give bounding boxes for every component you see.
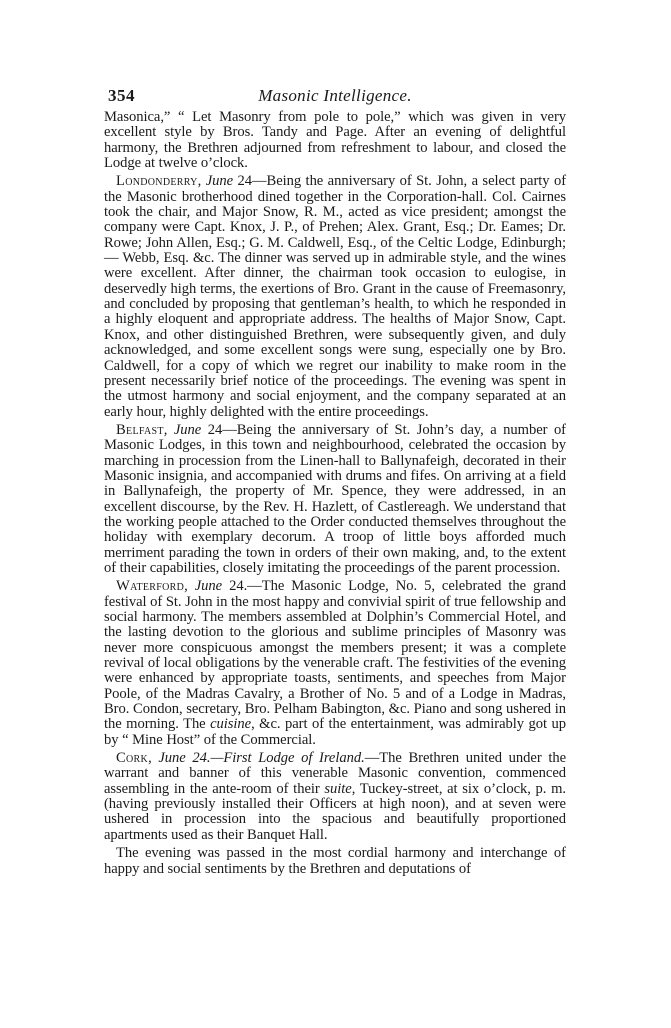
italic-text: June 24.—First Lodge of Ireland. [158,750,365,767]
text-run: 24—Being the anniversary of St. John’s day, a number of Masonic Lodges, in this town and neighbourhood, celebrated the occasion by marching in procession from the Linen-hall to Ballynafeigh, decorated in their Masonic insignia, and accompanied with drums and fifes. On arriving at a field in Ballynafeigh, the property of Mr. Spence, they were addressed, in an excellent discourse, by the Rev. H. Hazlett, of Castlereagh. We understand that the working people attached to the Order conducted themselves throughout the holiday with exemplary decorum. A troop of little boys afforded much merriment parading the town in orders of their own making, and, to the extent of their capabilities, closely imitating the proceedings of the parent procession. [104,421,566,576]
text-run: , [197,173,206,190]
page-number: 354 [108,86,135,105]
place-heading: Belfast [116,421,164,438]
text-run: 24—Being the anniversary of St. John, a select party of the Masonic brotherhood dined together in the Corporation-hall. Col. Cairnes took the chair, and Major Snow, R. M., acted as vice president; amongst the company were Capt. Knox, J. P., of Prehen; Alex. Grant, Esq.; Dr. Eames; Dr. Rowe; John Allen, Esq.; G. M. Caldwell, Esq., of the Celtic Lodge, Edinburgh; — Webb, Esq. &c. The dinner was served up in admirable style, and the wines were excellent. After dinner, the chairman took occasion to eulogise, in deservedly high terms, the exertions of Bro. Grant in the cause of Freemasonry, and concluded by proposing that gentleman’s health, to which he responded in a highly eloquent and appropriate address. The healths of Major Snow, Capt. Knox, and other distinguished Brethren, were subsequently given, and duly acknowledged, and some excellent songs were sung, especially one by Bro. Caldwell, for a copy of which we regret our inability to make room in the present necessarily brief notice of the proceedings. The evening was spent in the utmost harmony and social enjoyment, and the company separated at an early hour, highly delighted with the entire proceedings. [104,173,566,420]
place-heading: Londonderry [116,173,198,190]
paragraph [104,423,566,576]
italic-text: cuisine [210,716,252,733]
text-run: 24.—The Masonic Lodge, No. 5, celebrated the grand festival of St. John in the most happy and convivial spirit of true fellowship and social harmony. The members assembled at Dolphin’s Commercial Hotel, and the lasting devotion to the glorious and sublime principles of Masonry was never more conspicuous amongst the members present; it was a complete revival of local obligations by the venerable craft. The festivities of the evening were enhanced by appropriate toasts, sentiments, and speeches from Major Poole, of the Madras Cavalry, a Brother of No. 5 and of a Lodge in Madras, Bro. Condon, secretary, Bro. Pelham Babington, &c. Piano and song ushered in the morning. The [104,578,566,733]
place-heading: Cork [116,750,149,767]
text-run: The evening was passed in the most cordial harmony and interchange of happy and social sentiments by the Brethren and deputations of [104,845,566,877]
text-run: , &c. part of the entertainment, was admirably got up by “ Mine Host” of the Commercial. [104,716,566,748]
paragraph [104,110,566,171]
article-body [104,110,566,877]
italic-text: June [194,578,223,595]
italic-text: suite [324,780,352,797]
text-run: —The Brethren united under the warrant and banner of this venerable Masonic convention, commenced assembling in the ante-room of their [104,750,566,797]
paragraph [104,174,566,420]
document-page [104,84,566,880]
text-run: , Tuckey-street, at six o’clock, p. m. (having previously installed their Officers at high noon), and at seven were ushered in procession into the spacious and beautifully proportioned apartments used as their Banquet Hall. [104,780,566,843]
text-run: Masonica,” “ Let Masonry from pole to pole,” which was given in very excellent style by Bros. Tandy and Page. After an evening of delightful harmony, the Brethren adjourned from refreshment to labour, and closed the Lodge at twelve o’clock. [104,109,566,172]
text-run: , [148,750,159,767]
italic-text: June [173,421,202,438]
place-heading: Waterford [116,578,185,595]
paragraph [104,751,566,843]
page-header [104,84,566,110]
text-run: , [163,421,174,438]
paragraph [104,846,566,877]
running-title: Masonic Intelligence. [258,86,412,105]
italic-text: June [205,173,234,190]
text-run: , [184,578,195,595]
paragraph [104,579,566,748]
